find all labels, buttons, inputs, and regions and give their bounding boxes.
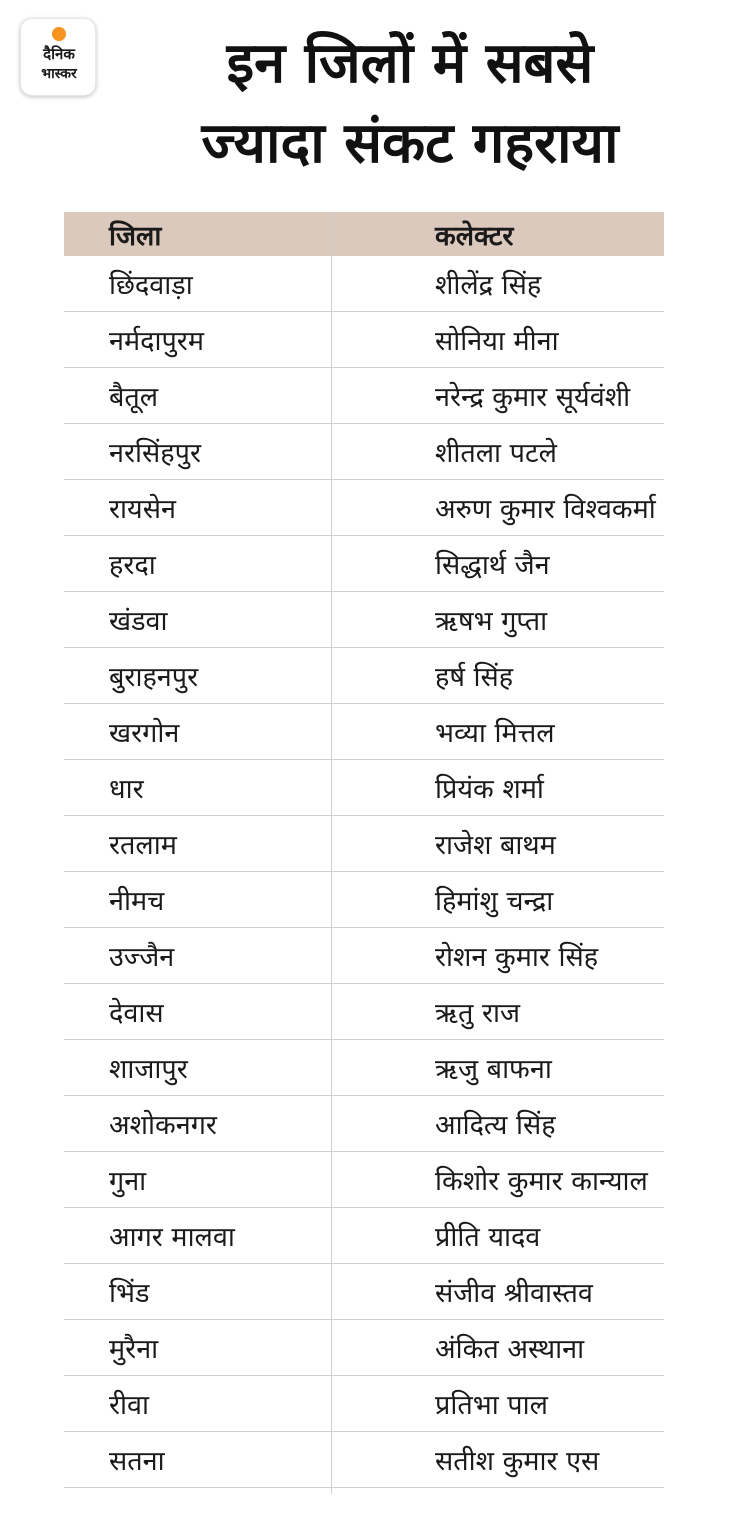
- collector-cell: रोशन कुमार सिंह: [435, 942, 599, 973]
- collector-cell: ऋषभ गुप्ता: [435, 606, 548, 637]
- collector-cell: अंकित अस्थाना: [435, 1334, 585, 1365]
- collector-cell: ऋतु राज: [435, 998, 521, 1029]
- collector-cell: प्रीति यादव: [435, 1222, 541, 1253]
- collector-cell: राजेश बाथम: [435, 830, 556, 861]
- headline-line2: ज्यादा संकट गहराया: [201, 111, 619, 176]
- logo-text-line1: दैनिक: [43, 45, 75, 63]
- district-cell: खंडवा: [109, 606, 168, 637]
- table-header: [64, 212, 664, 256]
- column-header-collector: कलेक्टर: [435, 220, 514, 252]
- district-cell: देवास: [109, 998, 164, 1029]
- district-cell: नरसिंहपुर: [109, 438, 201, 469]
- collector-cell: शीतला पटले: [435, 438, 557, 469]
- district-cell: रायसेन: [109, 494, 176, 525]
- collector-cell: हर्ष सिंह: [435, 662, 514, 693]
- table-row: [64, 592, 664, 648]
- collector-cell: प्रियंक शर्मा: [435, 774, 544, 805]
- table-row: [64, 1152, 664, 1208]
- district-cell: बैतूल: [109, 382, 159, 413]
- collector-cell: ऋजु बाफना: [435, 1054, 552, 1085]
- table-row: [64, 1376, 664, 1432]
- district-cell: छिंदवाड़ा: [109, 270, 193, 301]
- table-row: [64, 928, 664, 984]
- dainik-bhaskar-logo: [20, 18, 96, 96]
- district-cell: धार: [109, 774, 144, 805]
- table-body: [64, 256, 664, 1488]
- collector-cell: सिद्धार्थ जैन: [435, 550, 550, 581]
- collector-cell: हिमांशु चन्द्रा: [435, 886, 554, 917]
- collector-cell: सोनिया मीना: [435, 326, 559, 357]
- collector-cell: सतीश कुमार एस: [435, 1446, 600, 1477]
- table-row: [64, 816, 664, 872]
- district-cell: सतना: [109, 1446, 165, 1477]
- table-row: [64, 1096, 664, 1152]
- table-row: [64, 984, 664, 1040]
- table-row: [64, 1040, 664, 1096]
- collector-cell: नरेन्द्र कुमार सूर्यवंशी: [435, 382, 631, 413]
- district-cell: खरगोन: [109, 718, 180, 749]
- district-cell: रीवा: [109, 1390, 150, 1421]
- district-collector-table: [64, 212, 664, 1488]
- table-row: [64, 872, 664, 928]
- district-cell: आगर मालवा: [109, 1222, 235, 1253]
- district-cell: नीमच: [109, 886, 165, 917]
- table-row: [64, 1432, 664, 1488]
- table-row: [64, 480, 664, 536]
- collector-cell: आदित्य सिंह: [435, 1110, 556, 1141]
- district-cell: रतलाम: [109, 830, 177, 861]
- headline-line1: इन जिलों में सबसे: [226, 31, 594, 96]
- collector-cell: किशोर कुमार कान्याल: [435, 1166, 648, 1197]
- district-cell: अशोकनगर: [109, 1110, 217, 1141]
- collector-cell: संजीव श्रीवास्तव: [435, 1278, 593, 1309]
- column-header-district: जिला: [109, 220, 162, 252]
- table-row: [64, 1208, 664, 1264]
- table-row: [64, 648, 664, 704]
- table-row: [64, 424, 664, 480]
- district-cell: शाजापुर: [109, 1054, 188, 1085]
- column-divider: [331, 212, 332, 1494]
- district-cell: उज्जैन: [109, 942, 175, 973]
- table-row: [64, 1320, 664, 1376]
- district-cell: नर्मदापुरम: [109, 326, 204, 357]
- district-cell: बुराहनपुर: [109, 662, 199, 693]
- collector-cell: प्रतिभा पाल: [435, 1390, 548, 1421]
- table-row: [64, 256, 664, 312]
- sun-dot-icon: [52, 27, 66, 41]
- district-cell: गुना: [109, 1166, 147, 1197]
- collector-cell: शीलेंद्र सिंह: [435, 270, 542, 301]
- logo-text-line2: भास्कर: [41, 66, 77, 82]
- district-cell: हरदा: [109, 550, 156, 581]
- collector-cell: अरुण कुमार विश्वकर्मा: [435, 494, 656, 525]
- table-row: [64, 704, 664, 760]
- collector-cell: भव्या मित्तल: [435, 718, 555, 749]
- table-row: [64, 760, 664, 816]
- district-cell: मुरैना: [109, 1334, 159, 1365]
- table-row: [64, 536, 664, 592]
- table-row: [64, 368, 664, 424]
- table-row: [64, 1264, 664, 1320]
- district-cell: भिंड: [109, 1278, 150, 1309]
- table-row: [64, 312, 664, 368]
